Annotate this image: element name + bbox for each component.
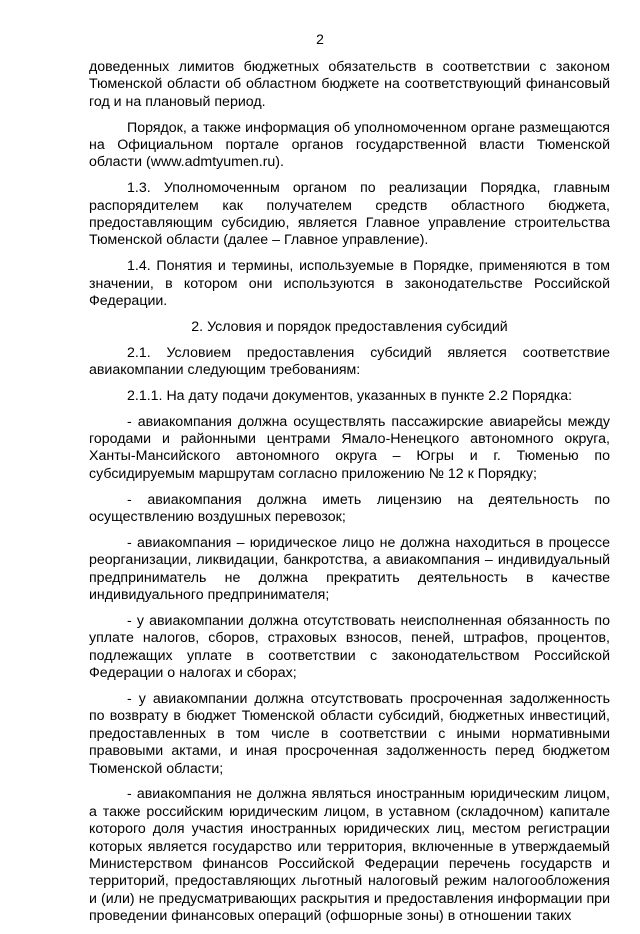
document-body xyxy=(89,59,610,934)
paragraph-2-1-1: 2.1.1. На дату подачи документов, указанных в пункте 2.2 Порядка: xyxy=(127,387,573,404)
list-item-foreign-entity: - авиакомпания не должна являться иностранным юридическим лицом, а также российским юридическим лицом, в уставном (складочном) капитале которого доля участия иностранных юридических лиц, местом регистрации которых является государство или территория, включенные в утверждаемый Министерством финансов Российской Федерации перечень государств и территорий, предоставляющих льготный налоговый режим налогообложения и (или) не предусматривающих раскрытия и предоставления информации при проведении финансовых операций (офшорные зоны) в отношении таких xyxy=(89,786,610,925)
paragraph-1-3: 1.3. Уполномоченным органом по реализации Порядка, главным распорядителем как получателем средств областного бюджета, предоставляющим субсидию, является Главное управление строительства Тюменской области (далее – Главное управление). xyxy=(89,180,610,249)
paragraph-budget-limits: доведенных лимитов бюджетных обязательств в соответствии с законом Тюменской области об областном бюджете на соответствующий финансовый год и на плановый период. xyxy=(89,59,610,110)
section-heading: 2. Условия и порядок предоставления субсидий xyxy=(191,318,508,335)
list-item-reorganization: - авиакомпания – юридическое лицо не должна находиться в процессе реорганизации, ликвидации, банкротства, а авиакомпания – индивидуальный предприниматель не должна прекратить деятельность в качестве индивидуального предпринимателя; xyxy=(89,534,610,604)
page-number: 2 xyxy=(316,31,324,47)
list-item-license: - авиакомпания должна иметь лицензию на деятельность по осуществлению воздушных перевозок; xyxy=(89,491,610,526)
paragraph-2-1: 2.1. Условием предоставления субсидий является соответствие авиакомпании следующим требованиям: xyxy=(89,344,610,379)
paragraph-1-4: 1.4. Понятия и термины, используемые в Порядке, применяются в том значении, в котором они используются в законодательстве Российской Федерации. xyxy=(89,258,610,310)
list-item-taxes: - у авиакомпании должна отсутствовать неисполненная обязанность по уплате налогов, сборов, страховых взносов, пеней, штрафов, процентов, подлежащих уплате в соответствии с законодательством Российской Федерации о налогах и сборах; xyxy=(89,612,610,682)
paragraph-publication: Порядок, а также информация об уполномоченном органе размещаются на Официальном портале органов государственной власти Тюменской области (www.admtyumen.ru). xyxy=(89,119,610,171)
list-item-passenger-flights: - авиакомпания должна осуществлять пассажирские авиарейсы между городами и районными центрами Ямало-Ненецкого автономного округа, Ханты-Мансийского автономного округа – Югры и г. Тюменью по субсидируемым маршрутам согласно приложению № 12 к Порядку; xyxy=(89,413,610,482)
list-item-overdue-debt: - у авиакомпании должна отсутствовать просроченная задолженность по возврату в бюджет Тюменской области субсидий, бюджетных инвестиций, предоставленных в том числе в соответствии с иными нормативными правовыми актами, и иная просроченная задолженность перед бюджетом Тюменской области; xyxy=(89,690,610,777)
